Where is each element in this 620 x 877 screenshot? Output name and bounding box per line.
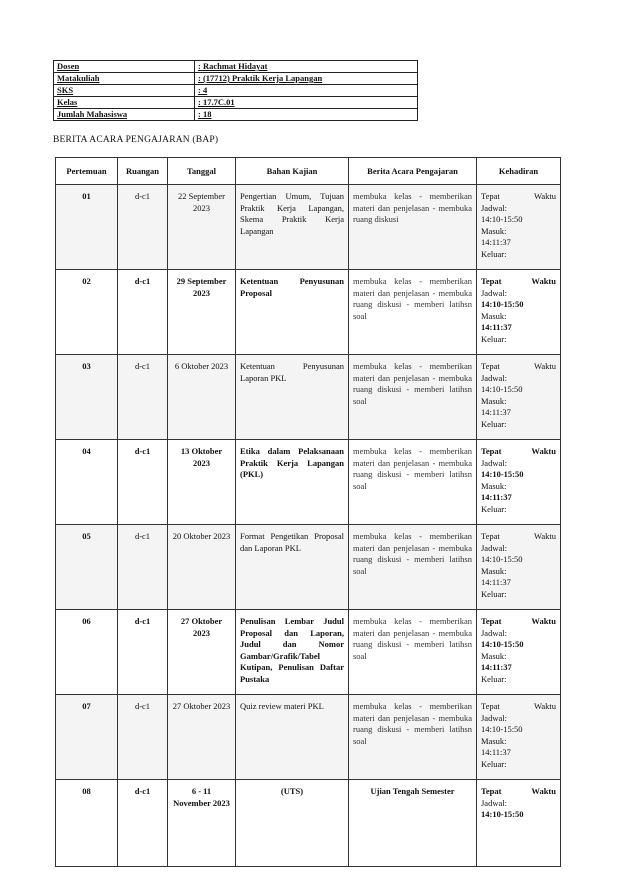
room: d-c1 [118,525,168,610]
checkout-label: Keluar: [481,503,507,514]
schedule-time: 14:10-15:50 [481,639,524,649]
info-label: Dosen [54,61,195,73]
room: d-c1 [118,355,168,440]
topic: (UTS) [236,780,349,867]
schedule-time: 14:10-15:50 [481,469,524,479]
attendance-status: Tepat [481,446,502,456]
checkin-time: 14:11:37 [481,237,511,247]
attendance-status: Tepat [481,786,502,796]
bap-table [55,157,561,867]
info-row [54,109,418,121]
date: 22 September 2023 [168,185,236,270]
meeting-number: 07 [56,695,118,780]
info-row [54,73,418,85]
header-bahan-kajian: Bahan Kajian [236,158,349,185]
schedule-time: 14:10-15:50 [481,809,524,819]
schedule-label: Jadwal: [481,457,507,468]
meeting-number: 08 [56,780,118,867]
schedule-label: Jadwal: [481,627,507,638]
info-label: Matakuliah [54,73,195,85]
info-row [54,97,418,109]
checkout-label: Keluar: [481,588,507,599]
checkin-time: 14:11:37 [481,662,512,672]
date: 20 Oktober 2023 [168,525,236,610]
table-row [56,355,561,440]
table-row [56,525,561,610]
attendance-status: Tepat [481,276,502,286]
attendance [477,185,561,270]
info-row [54,61,418,73]
meeting-number: 02 [56,270,118,355]
attendance-status: Tepat [481,616,502,626]
checkout-label: Keluar: [481,333,507,344]
header-row [56,158,561,185]
room: d-c1 [118,440,168,525]
attendance-status: Tepat [481,531,500,541]
topic: Penulisan Lembar Judul Proposal dan Laporan, Judul dan Nomor Gambar/Grafik/Tabel Kutipan, Penulisan Daftar Pustaka [236,610,349,695]
schedule-time: 14:10-15:50 [481,214,523,224]
room: d-c1 [118,270,168,355]
attendance-status-word: Waktu [531,276,556,286]
info-value: : 18 [195,109,418,121]
schedule-label: Jadwal: [481,797,507,808]
table-row [56,270,561,355]
room: d-c1 [118,610,168,695]
attendance-status: Tepat [481,361,500,371]
attendance-status-word: Waktu [531,446,556,456]
meeting-number: 03 [56,355,118,440]
header-pertemuan: Pertemuan [56,158,118,185]
course-info-table [53,60,418,121]
teaching-report: membuka kelas - memberikan materi dan penjelasan - membuka ruang diskusi - memberi latihsn soal [349,440,477,525]
topic: Pengertian Umum, Tujuan Praktik Kerja Lapangan, Skema Praktik Kerja Lapangan [236,185,349,270]
checkin-time: 14:11:37 [481,492,512,502]
teaching-report: membuka kelas - memberikan materi dan penjelasan - membuka ruang diskusi - memberi latihsn soal [349,695,477,780]
date: 6 - 11 November 2023 [168,780,236,867]
info-label: SKS [54,85,195,97]
header-kehadiran: Kehadiran [477,158,561,185]
info-value: : (17712) Praktik Kerja Lapangan [195,73,418,85]
table-row [56,440,561,525]
attendance-status-word: Waktu [531,786,556,796]
topic: Quiz review materi PKL [236,695,349,780]
attendance-status-word: Waktu [534,701,556,711]
room: d-c1 [118,185,168,270]
attendance [477,695,561,780]
info-value: : 17.7C.01 [195,97,418,109]
room: d-c1 [118,780,168,867]
checkout-label: Keluar: [481,673,507,684]
attendance [477,440,561,525]
teaching-report: membuka kelas - memberikan materi dan penjelasan - membuka ruang diskusi - memberi latihsn soal [349,525,477,610]
checkin-label: Masuk: [481,310,507,321]
checkin-time: 14:11:37 [481,577,511,587]
schedule-label: Jadwal: [481,202,507,213]
info-row [54,85,418,97]
date: 29 September 2023 [168,270,236,355]
checkin-label: Masuk: [481,650,507,661]
teaching-report: membuka kelas - memberikan materi dan penjelasan - membuka ruang diskusi [349,185,477,270]
topic: Etika dalam Pelaksanaan Praktik Kerja Lapangan (PKL) [236,440,349,525]
schedule-time: 14:10-15:50 [481,384,523,394]
checkin-label: Masuk: [481,395,507,406]
schedule-label: Jadwal: [481,287,507,298]
attendance [477,780,561,867]
table-row [56,185,561,270]
schedule-label: Jadwal: [481,372,507,383]
room: d-c1 [118,695,168,780]
checkin-label: Masuk: [481,225,507,236]
checkin-label: Masuk: [481,565,507,576]
header-berita-acara: Berita Acara Pengajaran [349,158,477,185]
attendance-status-word: Waktu [534,191,556,201]
schedule-time: 14:10-15:50 [481,554,523,564]
document-title: BERITA ACARA PENGAJARAN (BAP) [53,135,219,145]
meeting-number: 04 [56,440,118,525]
teaching-report: Ujian Tengah Semester [349,780,477,867]
attendance [477,355,561,440]
date: 27 Oktober 2023 [168,695,236,780]
table-row [56,780,561,867]
attendance [477,270,561,355]
info-value: : 4 [195,85,418,97]
topic: Ketentuan Penyusunan Proposal [236,270,349,355]
checkin-label: Masuk: [481,480,507,491]
checkin-time: 14:11:37 [481,407,511,417]
checkin-time: 14:11:37 [481,747,511,757]
schedule-time: 14:10-15:50 [481,299,524,309]
checkout-label: Keluar: [481,758,507,769]
date: 6 Oktober 2023 [168,355,236,440]
meeting-number: 05 [56,525,118,610]
checkin-time: 14:11:37 [481,322,512,332]
info-label: Kelas [54,97,195,109]
attendance-status-word: Waktu [531,616,556,626]
date: 13 Oktober 2023 [168,440,236,525]
attendance [477,525,561,610]
topic: Ketentuan Penyusunan Laporan PKL [236,355,349,440]
schedule-time: 14:10-15:50 [481,724,523,734]
info-value: : Rachmat Hidayat [195,61,418,73]
attendance-status-word: Waktu [534,361,556,371]
meeting-number: 06 [56,610,118,695]
teaching-report: membuka kelas - memberikan materi dan penjelasan - membuka ruang diskusi - memberi latihsn soal [349,610,477,695]
teaching-report: membuka kelas - memberikan materi dan penjelasan - membuka ruang diskusi - memberi latihsn soal [349,355,477,440]
info-label: Jumlah Mahasiswa [54,109,195,121]
table-row [56,695,561,780]
attendance-status: Tepat [481,191,500,201]
checkin-label: Masuk: [481,735,507,746]
checkout-label: Keluar: [481,418,507,429]
topic: Format Pengetikan Proposal dan Laporan PKL [236,525,349,610]
meeting-number: 01 [56,185,118,270]
schedule-label: Jadwal: [481,712,507,723]
checkout-label: Keluar: [481,248,507,259]
attendance-status: Tepat [481,701,500,711]
date: 27 Oktober 2023 [168,610,236,695]
attendance [477,610,561,695]
teaching-report: membuka kelas - memberikan materi dan penjelasan - membuka ruang diskusi - memberi latihsn soal [349,270,477,355]
header-ruangan: Ruangan [118,158,168,185]
header-tanggal: Tanggal [168,158,236,185]
table-row [56,610,561,695]
attendance-status-word: Waktu [534,531,556,541]
schedule-label: Jadwal: [481,542,507,553]
